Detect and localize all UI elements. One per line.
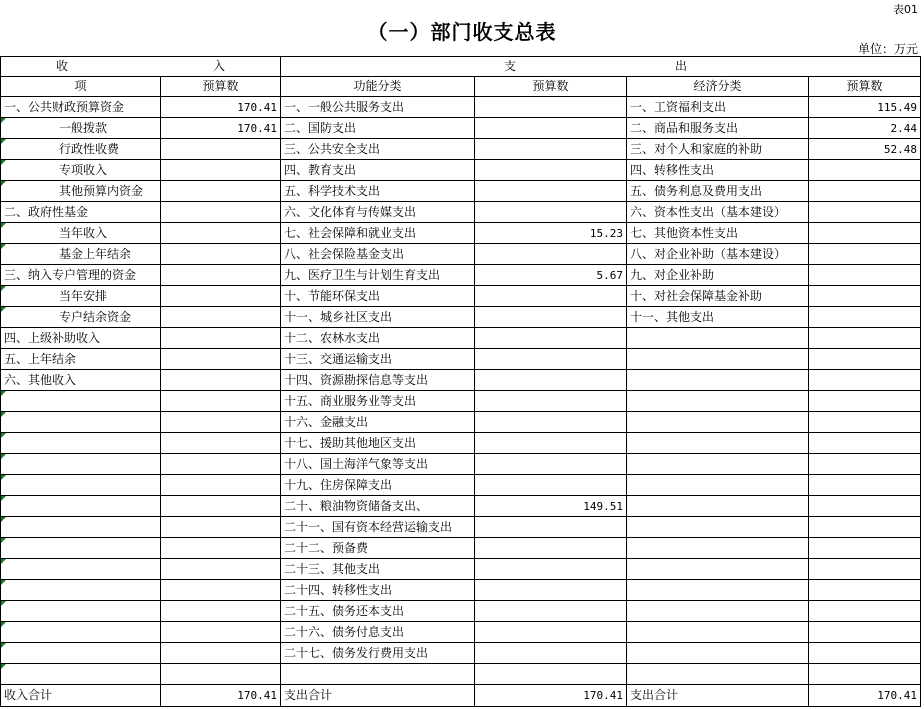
func-item: 二十四、转移性支出	[281, 580, 475, 601]
econ-item	[627, 643, 809, 664]
func-item: 五、科学技术支出	[281, 181, 475, 202]
income-item: 行政性收费	[1, 139, 161, 160]
income-item	[1, 496, 161, 517]
income-budget: 170.41	[161, 97, 281, 118]
func-budget	[475, 118, 627, 139]
func-budget	[475, 349, 627, 370]
econ-budget	[809, 328, 921, 349]
econ-budget	[809, 370, 921, 391]
func-budget	[475, 244, 627, 265]
func-item: 十、节能环保支出	[281, 286, 475, 307]
func-budget	[475, 181, 627, 202]
income-item	[1, 475, 161, 496]
econ-item: 一、工资福利支出	[627, 97, 809, 118]
func-budget: 5.67	[475, 265, 627, 286]
func-budget	[475, 559, 627, 580]
income-budget	[161, 328, 281, 349]
func-budget	[475, 664, 627, 685]
econ-budget	[809, 538, 921, 559]
func-item: 六、文化体育与传媒支出	[281, 202, 475, 223]
econ-item: 三、对个人和家庭的补助	[627, 139, 809, 160]
func-budget	[475, 622, 627, 643]
income-item	[1, 454, 161, 475]
table-row	[1, 370, 921, 391]
income-item	[1, 559, 161, 580]
func-budget	[475, 475, 627, 496]
func-budget	[475, 643, 627, 664]
econ-item	[627, 664, 809, 685]
expense-header-left: 支	[504, 59, 517, 73]
econ-budget	[809, 286, 921, 307]
col-item: 项	[1, 77, 161, 97]
econ-budget	[809, 265, 921, 286]
table-row	[1, 328, 921, 349]
income-budget	[161, 475, 281, 496]
table-number: 表01	[893, 3, 918, 16]
totals-row	[1, 685, 921, 707]
income-budget	[161, 244, 281, 265]
func-budget: 149.51	[475, 496, 627, 517]
econ-budget	[809, 475, 921, 496]
income-item	[1, 643, 161, 664]
econ-item: 六、资本性支出（基本建设）	[627, 202, 809, 223]
func-item: 二十七、债务发行费用支出	[281, 643, 475, 664]
func-budget	[475, 454, 627, 475]
expense-header-right: 出	[675, 59, 688, 73]
econ-budget	[809, 496, 921, 517]
econ-budget	[809, 412, 921, 433]
table-row	[1, 475, 921, 496]
header-row-1	[1, 57, 921, 77]
table-row	[1, 622, 921, 643]
econ-budget	[809, 349, 921, 370]
econ-item	[627, 349, 809, 370]
table-row	[1, 517, 921, 538]
func-item: 十一、城乡社区支出	[281, 307, 475, 328]
econ-item	[627, 601, 809, 622]
func-item: 二十五、债务还本支出	[281, 601, 475, 622]
func-item: 十九、住房保障支出	[281, 475, 475, 496]
func-item: 一、一般公共服务支出	[281, 97, 475, 118]
income-budget	[161, 664, 281, 685]
table-row	[1, 580, 921, 601]
econ-item	[627, 328, 809, 349]
econ-item	[627, 538, 809, 559]
income-item: 其他预算内资金	[1, 181, 161, 202]
econ-item	[627, 496, 809, 517]
table-row	[1, 97, 921, 118]
func-budget	[475, 412, 627, 433]
col-income-budget: 预算数	[161, 77, 281, 97]
income-item: 四、上级补助收入	[1, 328, 161, 349]
func-item: 二十六、债务付息支出	[281, 622, 475, 643]
income-budget	[161, 286, 281, 307]
table-row	[1, 391, 921, 412]
func-item: 九、医疗卫生与计划生育支出	[281, 265, 475, 286]
func-item: 十三、交通运输支出	[281, 349, 475, 370]
income-item	[1, 664, 161, 685]
income-budget	[161, 391, 281, 412]
func-item: 四、教育支出	[281, 160, 475, 181]
func-item: 二十一、国有资本经营运输支出	[281, 517, 475, 538]
income-total-label: 收入合计	[1, 685, 161, 707]
income-budget	[161, 559, 281, 580]
econ-budget	[809, 181, 921, 202]
econ-budget	[809, 601, 921, 622]
table-row	[1, 307, 921, 328]
econ-item	[627, 517, 809, 538]
econ-item: 四、转移性支出	[627, 160, 809, 181]
econ-item: 十一、其他支出	[627, 307, 809, 328]
econ-budget	[809, 160, 921, 181]
func-budget	[475, 139, 627, 160]
table-row	[1, 202, 921, 223]
table-row	[1, 223, 921, 244]
income-item: 五、上年结余	[1, 349, 161, 370]
income-item	[1, 517, 161, 538]
econ-budget	[809, 433, 921, 454]
table-row	[1, 664, 921, 685]
table-row	[1, 244, 921, 265]
func-budget	[475, 391, 627, 412]
income-budget	[161, 202, 281, 223]
col-func-budget: 预算数	[475, 77, 627, 97]
econ-budget: 115.49	[809, 97, 921, 118]
income-budget	[161, 139, 281, 160]
econ-budget	[809, 517, 921, 538]
income-item	[1, 538, 161, 559]
income-header-left: 收	[56, 59, 69, 73]
econ-item	[627, 454, 809, 475]
income-header-right: 入	[212, 59, 225, 73]
econ-item: 十、对社会保障基金补助	[627, 286, 809, 307]
table-row	[1, 559, 921, 580]
econ-budget	[809, 391, 921, 412]
func-item: 十七、援助其他地区支出	[281, 433, 475, 454]
func-budget	[475, 160, 627, 181]
income-total-value: 170.41	[161, 685, 281, 707]
econ-budget: 2.44	[809, 118, 921, 139]
col-econ-budget: 预算数	[809, 77, 921, 97]
table-row	[1, 181, 921, 202]
income-budget	[161, 496, 281, 517]
econ-budget	[809, 307, 921, 328]
income-item	[1, 391, 161, 412]
table-row	[1, 496, 921, 517]
income-budget	[161, 622, 281, 643]
income-header	[1, 57, 281, 77]
table-row	[1, 286, 921, 307]
func-item: 二十三、其他支出	[281, 559, 475, 580]
func-item: 十四、资源勘探信息等支出	[281, 370, 475, 391]
econ-item	[627, 580, 809, 601]
func-budget	[475, 307, 627, 328]
table-row	[1, 118, 921, 139]
income-item	[1, 601, 161, 622]
func-budget: 15.23	[475, 223, 627, 244]
func-budget	[475, 517, 627, 538]
func-item: 十八、国土海洋气象等支出	[281, 454, 475, 475]
expense-header	[281, 57, 921, 77]
econ-item: 九、对企业补助	[627, 265, 809, 286]
income-budget	[161, 517, 281, 538]
income-budget	[161, 265, 281, 286]
income-budget	[161, 307, 281, 328]
func-item: 八、社会保险基金支出	[281, 244, 475, 265]
func-item: 二十二、预备费	[281, 538, 475, 559]
func-item: 七、社会保障和就业支出	[281, 223, 475, 244]
econ-item	[627, 412, 809, 433]
table-row	[1, 412, 921, 433]
income-item: 当年收入	[1, 223, 161, 244]
table-row	[1, 349, 921, 370]
col-econ-category: 经济分类	[627, 77, 809, 97]
income-budget	[161, 412, 281, 433]
expense-econ-total-value: 170.41	[809, 685, 921, 707]
page-title: （一）部门收支总表	[367, 20, 557, 44]
econ-item: 八、对企业补助（基本建设）	[627, 244, 809, 265]
func-budget	[475, 202, 627, 223]
func-item: 二、国防支出	[281, 118, 475, 139]
table-row	[1, 160, 921, 181]
econ-budget	[809, 223, 921, 244]
income-budget	[161, 349, 281, 370]
econ-budget	[809, 202, 921, 223]
unit-label: 单位：万元	[857, 42, 918, 56]
func-item: 三、公共安全支出	[281, 139, 475, 160]
table-row	[1, 139, 921, 160]
table-row	[1, 433, 921, 454]
func-budget	[475, 370, 627, 391]
income-item: 专项收入	[1, 160, 161, 181]
header-row-2	[1, 77, 921, 97]
econ-budget	[809, 580, 921, 601]
econ-item	[627, 391, 809, 412]
func-budget	[475, 580, 627, 601]
income-budget	[161, 580, 281, 601]
econ-item	[627, 475, 809, 496]
table-row	[1, 538, 921, 559]
econ-budget	[809, 559, 921, 580]
income-budget	[161, 181, 281, 202]
econ-item	[627, 433, 809, 454]
func-budget	[475, 601, 627, 622]
func-item: 二十、粮油物资储备支出、	[281, 496, 475, 517]
income-budget	[161, 160, 281, 181]
income-item: 六、其他收入	[1, 370, 161, 391]
income-budget	[161, 370, 281, 391]
func-item	[281, 664, 475, 685]
econ-item: 五、债务利息及费用支出	[627, 181, 809, 202]
table-row	[1, 454, 921, 475]
budget-table	[0, 56, 921, 707]
econ-budget	[809, 664, 921, 685]
econ-item	[627, 622, 809, 643]
income-budget	[161, 643, 281, 664]
table-row	[1, 601, 921, 622]
income-item: 一、公共财政预算资金	[1, 97, 161, 118]
econ-budget	[809, 643, 921, 664]
income-item: 三、纳入专户管理的资金	[1, 265, 161, 286]
expense-func-total-label: 支出合计	[281, 685, 475, 707]
econ-item	[627, 370, 809, 391]
econ-budget: 52.48	[809, 139, 921, 160]
econ-budget	[809, 244, 921, 265]
func-budget	[475, 433, 627, 454]
econ-item: 七、其他资本性支出	[627, 223, 809, 244]
income-item	[1, 433, 161, 454]
income-item: 基金上年结余	[1, 244, 161, 265]
econ-budget	[809, 622, 921, 643]
econ-item: 二、商品和服务支出	[627, 118, 809, 139]
income-item: 一般拨款	[1, 118, 161, 139]
income-item: 当年安排	[1, 286, 161, 307]
func-budget	[475, 538, 627, 559]
col-func-category: 功能分类	[281, 77, 475, 97]
table-row	[1, 265, 921, 286]
income-budget: 170.41	[161, 118, 281, 139]
econ-budget	[809, 454, 921, 475]
func-budget	[475, 97, 627, 118]
income-budget	[161, 223, 281, 244]
income-budget	[161, 601, 281, 622]
income-budget	[161, 538, 281, 559]
func-item: 十六、金融支出	[281, 412, 475, 433]
income-item	[1, 622, 161, 643]
func-budget	[475, 328, 627, 349]
table-row	[1, 643, 921, 664]
func-budget	[475, 286, 627, 307]
func-item: 十五、商业服务业等支出	[281, 391, 475, 412]
income-item	[1, 412, 161, 433]
income-budget	[161, 433, 281, 454]
func-item: 十二、农林水支出	[281, 328, 475, 349]
income-item	[1, 580, 161, 601]
econ-item	[627, 559, 809, 580]
income-item: 专户结余资金	[1, 307, 161, 328]
expense-econ-total-label: 支出合计	[627, 685, 809, 707]
income-budget	[161, 454, 281, 475]
expense-func-total-value: 170.41	[475, 685, 627, 707]
income-item: 二、政府性基金	[1, 202, 161, 223]
